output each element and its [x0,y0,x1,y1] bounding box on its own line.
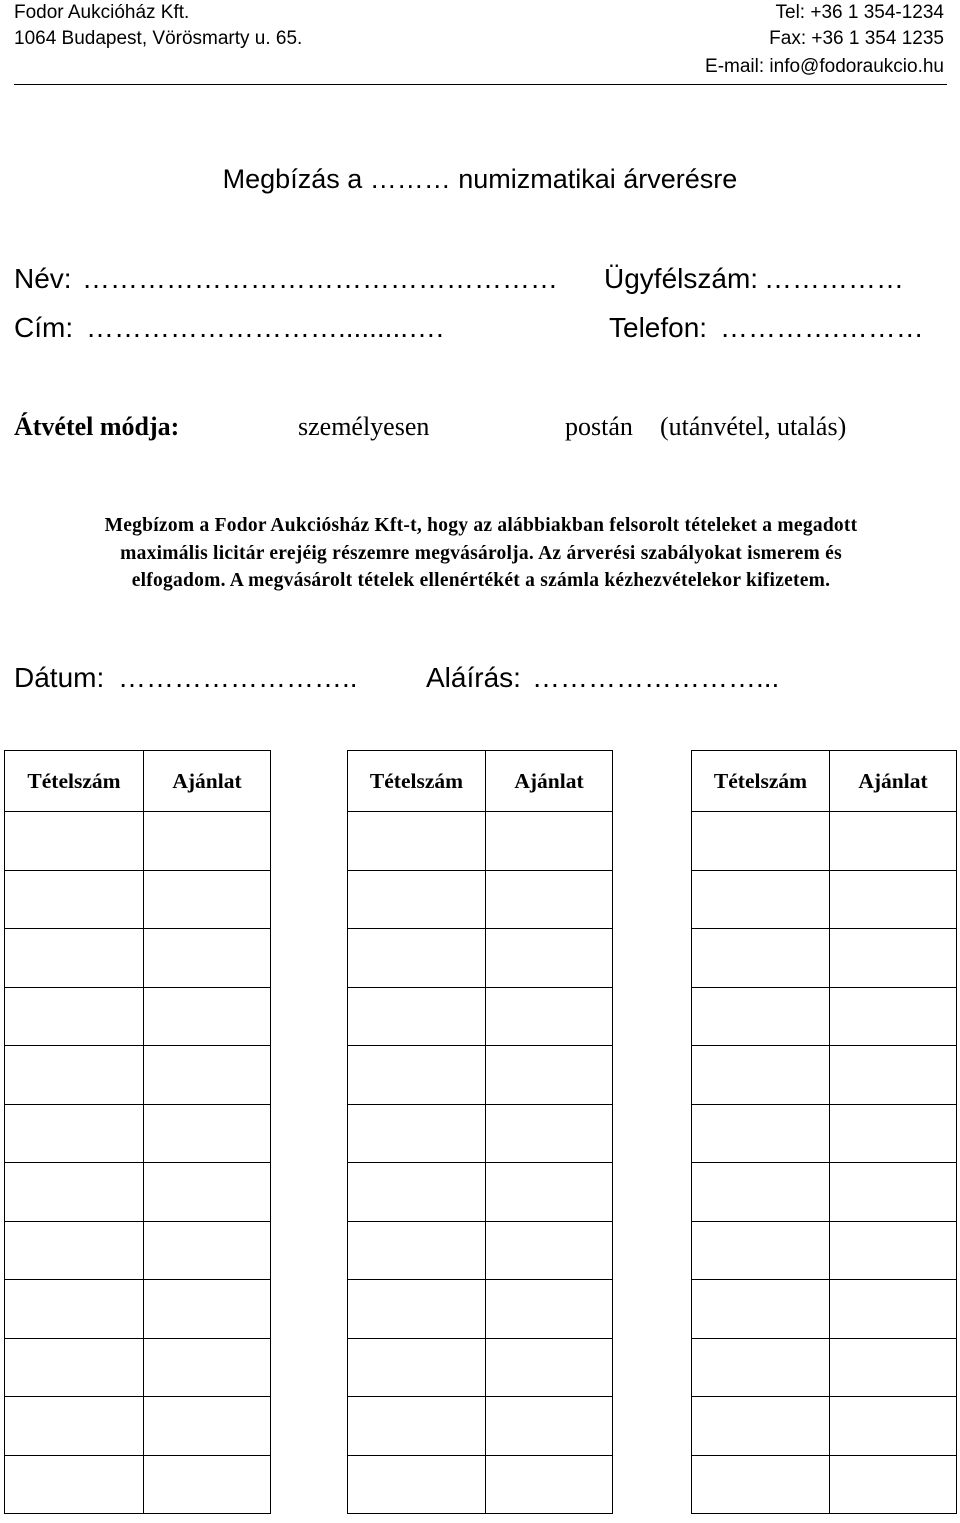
table-row [348,929,613,988]
lot-number-cell[interactable] [5,929,144,988]
lot-number-cell[interactable] [348,1455,486,1514]
bid-amount-cell[interactable] [830,987,957,1046]
bid-amount-cell[interactable] [486,1455,613,1514]
lot-number-cell[interactable] [692,1163,830,1222]
bid-amount-cell[interactable] [144,1163,271,1222]
bid-amount-cell[interactable] [144,1455,271,1514]
lot-number-header: Tételszám [692,751,830,812]
lot-number-header: Tételszám [5,751,144,812]
table-row [692,1163,957,1222]
bid-amount-cell[interactable] [486,1280,613,1339]
bid-amount-cell[interactable] [144,812,271,871]
bid-table-2 [347,750,613,1514]
lot-number-cell[interactable] [5,1280,144,1339]
lot-number-cell[interactable] [692,1221,830,1280]
bid-amount-cell[interactable] [144,1397,271,1456]
table-row [692,1221,957,1280]
lot-number-cell[interactable] [348,1046,486,1105]
bid-amount-cell[interactable] [144,1104,271,1163]
bid-amount-cell[interactable] [830,929,957,988]
table-row [5,987,271,1046]
phone-field[interactable]: ………….……… [720,312,924,343]
table-row [5,929,271,988]
address-label: Cím: [14,312,74,343]
bid-amount-cell[interactable] [486,870,613,929]
bid-amount-cell[interactable] [830,1104,957,1163]
name-field[interactable]: …………………………………………… [82,263,558,294]
table-row [692,1280,957,1339]
table-row [692,870,957,929]
table-row [348,870,613,929]
date-field[interactable]: …………………….. [118,662,358,693]
bid-amount-cell[interactable] [830,1397,957,1456]
lot-number-cell[interactable] [5,1046,144,1105]
lot-number-cell[interactable] [5,1163,144,1222]
table-row [348,1163,613,1222]
table-row [692,1455,957,1514]
bid-amount-cell[interactable] [486,1046,613,1105]
company-tel: Tel: +36 1 354-1234 [775,2,944,23]
delivery-label: Átvétel módja: [14,412,180,441]
bid-table-body [348,812,613,1514]
bid-amount-cell[interactable] [830,1163,957,1222]
date-label: Dátum: [14,662,105,693]
company-email: E-mail: info@fodoraukcio.hu [705,56,944,77]
lot-number-cell[interactable] [348,1163,486,1222]
table-row [5,1221,271,1280]
table-row [5,1163,271,1222]
bid-amount-header: Ajánlat [144,751,271,812]
lot-number-cell[interactable] [348,1221,486,1280]
bid-amount-cell[interactable] [830,812,957,871]
table-row [348,1221,613,1280]
table-row [692,1104,957,1163]
delivery-option-personal[interactable]: személyesen [298,412,430,441]
lot-number-cell[interactable] [348,1338,486,1397]
bid-amount-cell[interactable] [144,1046,271,1105]
signature-label: Aláírás: [426,662,521,693]
table-row [692,987,957,1046]
bid-amount-cell[interactable] [486,1397,613,1456]
bid-table-3 [691,750,957,1514]
table-row [348,1397,613,1456]
lot-number-cell[interactable] [692,929,830,988]
bid-table-1 [4,750,271,1514]
lot-number-cell[interactable] [348,987,486,1046]
table-row [692,812,957,871]
address-field[interactable]: ……………………….........…. [86,312,452,343]
bid-amount-cell[interactable] [830,1338,957,1397]
lot-number-cell[interactable] [5,812,144,871]
bid-amount-cell[interactable] [144,870,271,929]
lot-number-cell[interactable] [348,1397,486,1456]
bid-amount-cell[interactable] [830,1280,957,1339]
table-row [692,1046,957,1105]
bid-amount-cell[interactable] [830,1221,957,1280]
name-label: Név: [14,263,72,294]
table-row [5,1338,271,1397]
lot-number-cell[interactable] [692,1280,830,1339]
lot-number-cell[interactable] [692,870,830,929]
statement-line: Megbízom a Fodor Aukciósház Kft-t, hogy az alábbiakban felsorolt tételeket a megadott [104,515,858,536]
table-row [348,812,613,871]
table-row [5,812,271,871]
bid-amount-cell[interactable] [486,1338,613,1397]
bid-amount-cell[interactable] [830,1455,957,1514]
phone-label: Telefon: [609,312,708,343]
lot-number-cell[interactable] [5,987,144,1046]
bid-amount-cell[interactable] [486,1221,613,1280]
header-divider [14,84,947,85]
authorization-statement [14,512,948,595]
table-row [348,1280,613,1339]
lot-number-cell[interactable] [692,1397,830,1456]
lot-number-cell[interactable] [348,812,486,871]
statement-line: elfogadom. A megvásárolt tételek ellenértékét a számla kézhezvételekor kifizetem. [131,570,831,592]
table-row [348,1338,613,1397]
bid-amount-cell[interactable] [486,1163,613,1222]
client-number-field[interactable]: …………… [764,263,904,294]
bid-amount-header: Ajánlat [486,751,613,812]
lot-number-cell[interactable] [348,929,486,988]
lot-number-cell[interactable] [5,1397,144,1456]
bid-amount-cell[interactable] [486,987,613,1046]
statement-line: maximális licitár erejéig részemre megvásárolja. Az árverési szabályokat ismerem és [120,542,842,564]
table-row [348,987,613,1046]
lot-number-cell[interactable] [692,1104,830,1163]
bid-amount-cell[interactable] [144,987,271,1046]
table-row [348,1104,613,1163]
lot-number-cell[interactable] [692,987,830,1046]
table-row [692,929,957,988]
bid-table-body [5,812,271,1514]
table-row [348,1455,613,1514]
bid-amount-cell[interactable] [144,1280,271,1339]
company-name: Fodor Aukcióház Kft. [14,2,190,23]
bid-amount-cell[interactable] [830,870,957,929]
lot-number-header: Tételszám [348,751,486,812]
company-address: 1064 Budapest, Vörösmarty u. 65. [14,28,303,49]
table-row [692,1397,957,1456]
lot-number-cell[interactable] [5,1338,144,1397]
signature-field[interactable]: ……………………... [532,662,780,693]
table-row [692,1338,957,1397]
bid-amount-header: Ajánlat [830,751,957,812]
bid-table-body [692,812,957,1514]
bid-amount-cell[interactable] [144,1338,271,1397]
lot-number-cell[interactable] [5,1455,144,1514]
bid-amount-cell[interactable] [486,1104,613,1163]
table-row [5,1280,271,1339]
lot-number-cell[interactable] [348,1280,486,1339]
client-number-label: Ügyfélszám: [604,263,759,294]
table-row [5,1455,271,1514]
lot-number-cell[interactable] [692,1338,830,1397]
bid-amount-cell[interactable] [144,929,271,988]
lot-number-cell[interactable] [5,1221,144,1280]
company-fax: Fax: +36 1 354 1235 [769,28,944,49]
page-title: Megbízás a ……… numizmatikai árverésre [222,164,738,194]
lot-number-cell[interactable] [692,1046,830,1105]
table-row [5,870,271,929]
delivery-option-post[interactable]: postán [565,412,633,441]
bid-amount-cell[interactable] [486,812,613,871]
delivery-post-note: (utánvétel, utalás) [660,412,847,441]
bid-amount-cell[interactable] [830,1046,957,1105]
lot-number-cell[interactable] [692,1455,830,1514]
lot-number-cell[interactable] [5,1104,144,1163]
table-row [5,1104,271,1163]
lot-number-cell[interactable] [692,812,830,871]
lot-number-cell[interactable] [348,870,486,929]
table-row [348,1046,613,1105]
table-row [5,1397,271,1456]
lot-number-cell[interactable] [5,870,144,929]
bid-amount-cell[interactable] [486,929,613,988]
bid-amount-cell[interactable] [144,1221,271,1280]
table-row [5,1046,271,1105]
lot-number-cell[interactable] [348,1104,486,1163]
